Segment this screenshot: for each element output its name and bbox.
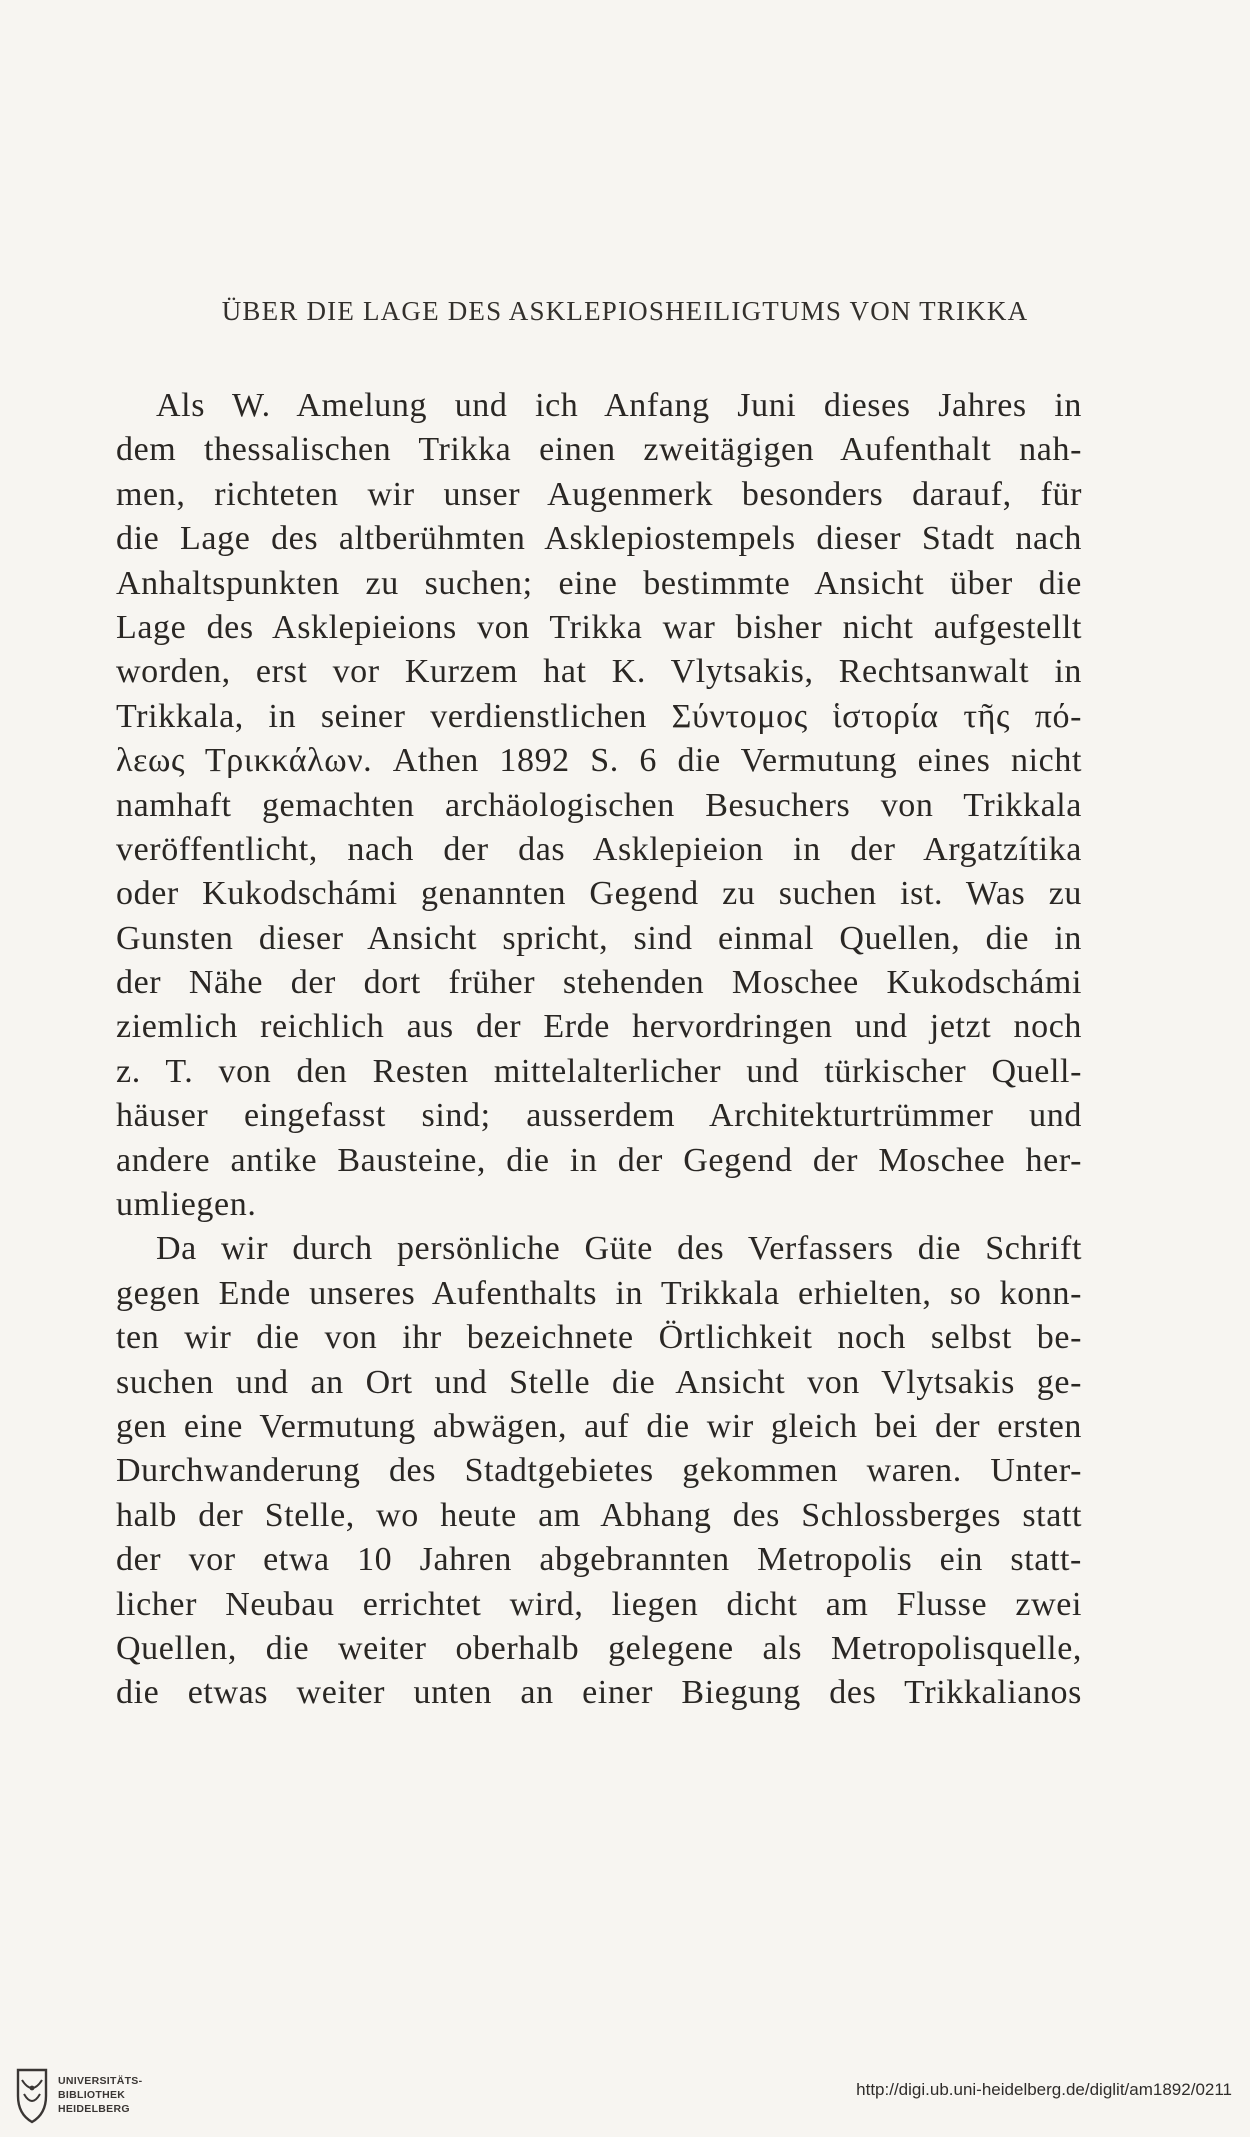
text-line: Quellen, die weiter oberhalb gelegene als Metropolisquelle, bbox=[116, 1629, 1082, 1667]
text-line: der vor etwa 10 Jahren abgebrannten Metropolis ein statt- bbox=[116, 1541, 1082, 1579]
text-line: Lage des Asklepieions von Trikka war bisher nicht aufgestellt bbox=[116, 608, 1082, 646]
text-line: Gunsten dieser Ansicht spricht, sind einmal Quellen, die in bbox=[116, 919, 1082, 957]
source-url-link[interactable]: http://digi.ub.uni-heidelberg.de/diglit/am1892/0211 bbox=[856, 2080, 1232, 2099]
text-line: Als W. Amelung und ich Anfang Juni dieses Jahres in bbox=[156, 387, 1082, 424]
logo-line: UNIVERSITÄTS- bbox=[58, 2075, 143, 2087]
text-line: der Nähe der dort früher stehenden Moschee Kukodschámi bbox=[116, 964, 1082, 1002]
text-line: Da wir durch persönliche Güte des Verfassers die Schrift bbox=[156, 1230, 1082, 1268]
text-line: ten wir die von ihr bezeichnete Örtlichkeit noch selbst be- bbox=[116, 1319, 1082, 1357]
paragraph-1 bbox=[116, 384, 1082, 1227]
seal-icon bbox=[12, 2066, 52, 2124]
text-line: ziemlich reichlich aus der Erde hervordringen und jetzt noch bbox=[116, 1008, 1082, 1046]
text-line: die Lage des altberühmten Asklepiostempels dieser Stadt nach bbox=[116, 520, 1082, 558]
body-text bbox=[116, 384, 1082, 1716]
text-line: men, richteten wir unser Augenmerk besonders darauf, für bbox=[116, 475, 1082, 513]
text-line: gen eine Vermutung abwägen, auf die wir gleich bei der ersten bbox=[116, 1407, 1082, 1445]
text-line: worden, erst vor Kurzem hat K. Vlytsakis, Rechtsanwalt in bbox=[116, 653, 1082, 691]
text-line: z. T. von den Resten mittelalterlicher und türkischer Quell- bbox=[116, 1052, 1082, 1090]
text-line: namhaft gemachten archäologischen Besuchers von Trikkala bbox=[116, 786, 1082, 824]
text-line: halb der Stelle, wo heute am Abhang des Schlossberges statt bbox=[116, 1496, 1082, 1534]
running-head: ÜBER DIE LAGE DES ASKLEPIOSHEILIGTUMS VON TRIKKA bbox=[221, 296, 1029, 326]
paragraph-2 bbox=[116, 1227, 1082, 1715]
text-line: häuser eingefasst sind; ausserdem Architekturtrümmer und bbox=[116, 1097, 1082, 1135]
text-line: Anhaltspunkten zu suchen; eine bestimmte Ansicht über die bbox=[116, 564, 1082, 602]
text-line: dem thessalischen Trikka einen zweitägigen Aufenthalt nah- bbox=[116, 431, 1082, 469]
text-line: Trikkala, in seiner verdienstlichen Σύντομος ἱστορία τῆς πό- bbox=[116, 697, 1082, 735]
text-line: λεως Τρικκάλων. Athen 1892 S. 6 die Vermutung eines nicht bbox=[116, 742, 1082, 780]
text-line: Durchwanderung des Stadtgebietes gekommen waren. Unter- bbox=[116, 1452, 1082, 1490]
text-line: suchen und an Ort und Stelle die Ansicht von Vlytsakis ge- bbox=[116, 1363, 1082, 1401]
footer bbox=[0, 2060, 1250, 2137]
text-line: licher Neubau errichtet wird, liegen dicht am Flusse zwei bbox=[116, 1585, 1082, 1623]
logo-line: HEIDELBERG bbox=[58, 2103, 130, 2115]
text-line: umliegen. bbox=[116, 1186, 257, 1224]
text-line: die etwas weiter unten an einer Biegung des Trikkalianos bbox=[116, 1674, 1082, 1712]
text-line: andere antike Bausteine, die in der Gegend der Moschee her- bbox=[116, 1141, 1082, 1179]
text-line: oder Kukodschámi genannten Gegend zu suchen ist. Was zu bbox=[116, 875, 1082, 913]
library-logo[interactable] bbox=[12, 2064, 162, 2126]
text-line: gegen Ende unseres Aufenthalts in Trikkala erhielten, so konn- bbox=[116, 1274, 1082, 1312]
text-line: veröffentlicht, nach der das Asklepieion in der Argatzítika bbox=[116, 830, 1082, 868]
logo-text bbox=[58, 2074, 142, 2116]
logo-line: BIBLIOTHEK bbox=[58, 2089, 126, 2101]
